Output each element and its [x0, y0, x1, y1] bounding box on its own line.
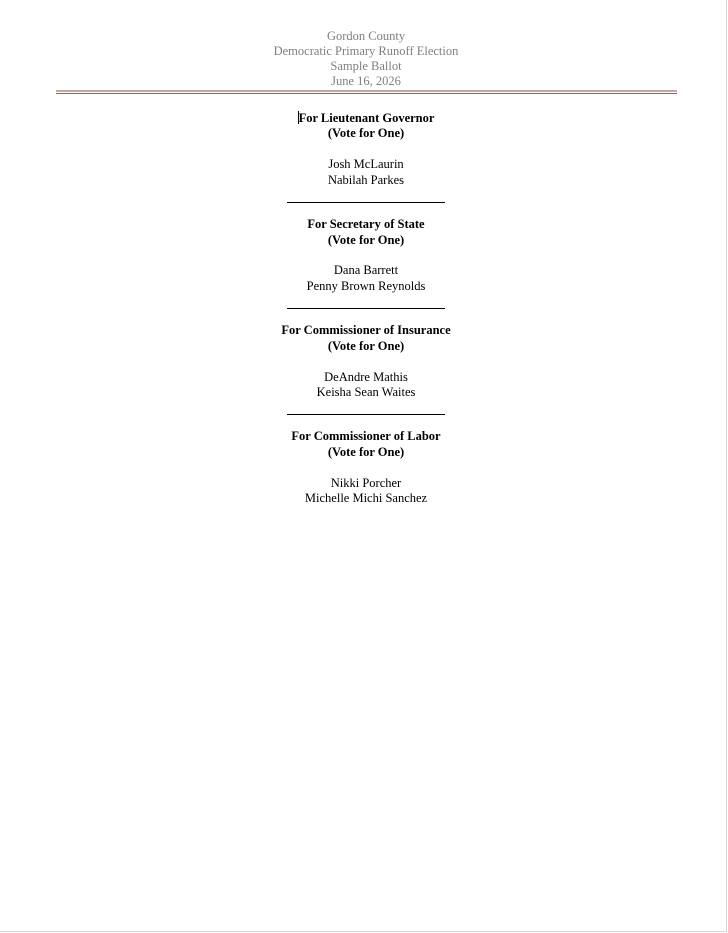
- candidate-name: Nikki Porcher: [330, 475, 402, 490]
- race-secretary-of-state: [0, 217, 728, 294]
- race-title: For Lieutenant Governor: [298, 111, 435, 125]
- race-lieutenant-governor: [0, 111, 728, 188]
- county-name: Gordon County: [326, 29, 406, 43]
- ballot-type: Sample Ballot: [330, 59, 402, 73]
- race-title: For Commissioner of Insurance: [281, 323, 451, 338]
- race-title: For Secretary of State: [307, 217, 425, 232]
- race-instruction: (Vote for One): [327, 444, 405, 459]
- race-instruction: (Vote for One): [327, 232, 405, 247]
- candidate-name: Penny Brown Reynolds: [306, 278, 426, 293]
- candidate-name: DeAndre Mathis: [324, 369, 408, 384]
- candidate-list: [0, 263, 728, 294]
- candidate-list: [0, 476, 728, 507]
- candidate-name: Dana Barrett: [333, 263, 399, 278]
- candidate-list: [0, 157, 728, 188]
- race-divider: [287, 202, 445, 203]
- candidate-name: Nabilah Parkes: [327, 172, 405, 187]
- ballot-body[interactable]: [0, 111, 728, 507]
- race-divider: [287, 308, 445, 309]
- race-commissioner-of-labor: [0, 429, 728, 506]
- election-date: June 16, 2026: [331, 74, 401, 88]
- candidate-list: [0, 370, 728, 401]
- race-title: For Commissioner of Labor: [291, 429, 441, 444]
- race-instruction: (Vote for One): [327, 338, 405, 353]
- document-header: [0, 29, 728, 89]
- race-commissioner-of-insurance: [0, 323, 728, 400]
- candidate-name: Keisha Sean Waites: [316, 384, 416, 399]
- race-divider: [287, 414, 445, 415]
- candidate-name: Josh McLaurin: [328, 157, 404, 172]
- header-rule: [56, 90, 677, 94]
- race-instruction: (Vote for One): [327, 126, 405, 141]
- election-name: Democratic Primary Runoff Election: [273, 44, 459, 58]
- candidate-name: Michelle Michi Sanchez: [304, 491, 428, 506]
